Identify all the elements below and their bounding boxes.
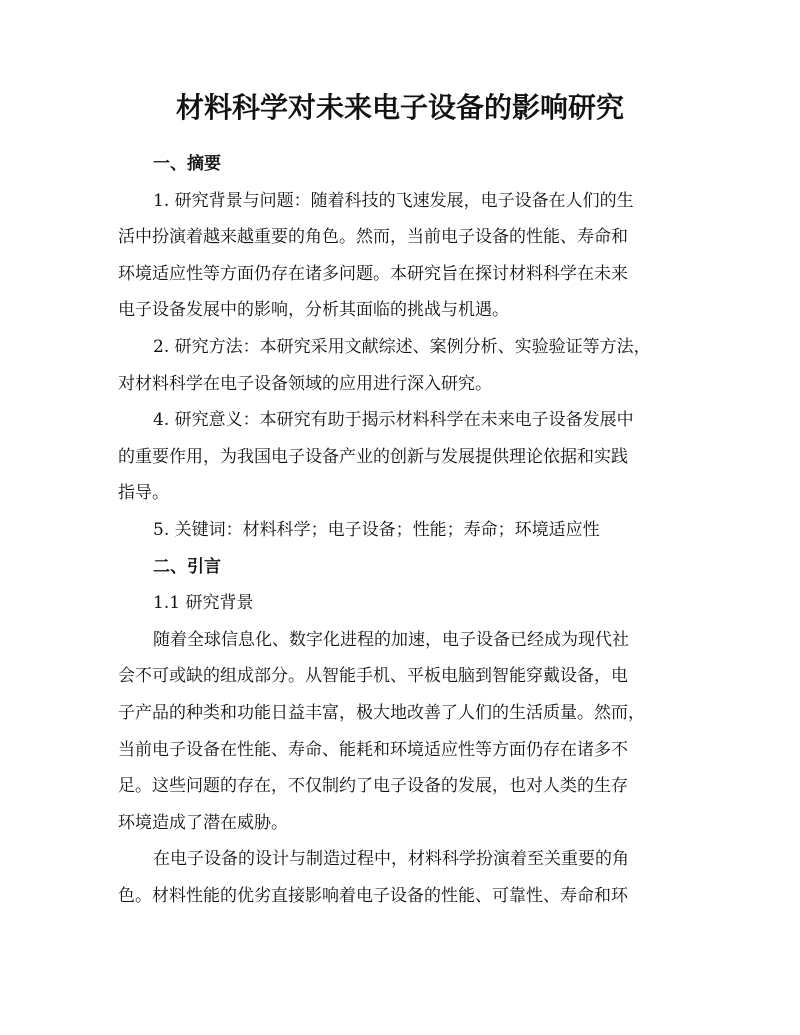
para1-line-5: 足。这些问题的存在，不仅制约了电子设备的发展，也对人类的生存 — [118, 776, 628, 797]
subsection-heading: 1.1 研究背景 — [153, 593, 254, 614]
abstract-heading: 一、摘要 — [153, 154, 221, 174]
item1-line-3: 环境适应性等方面仍存在诸多问题。本研究旨在探讨材料科学在未来 — [118, 263, 628, 284]
item2-line-2: 对材料科学在电子设备领域的应用进行深入研究。 — [118, 373, 492, 394]
item1-line-2: 活中扮演着越来越重要的角色。然而，当前电子设备的性能、寿命和 — [118, 227, 628, 248]
para2-line-2: 色。材料性能的优劣直接影响着电子设备的性能、可靠性、寿命和环 — [118, 885, 628, 906]
item4-line-1: 4. 研究意义：本研究有助于揭示材料科学在未来电子设备发展中 — [153, 410, 634, 431]
para1-line-6: 环境造成了潜在威胁。 — [118, 812, 288, 833]
para1-line-3: 子产品的种类和功能日益丰富，极大地改善了人们的生活质量。然而， — [118, 702, 645, 723]
item5-keywords: 5. 关键词：材料科学；电子设备；性能；寿命；环境适应性 — [153, 519, 600, 540]
para1-line-4: 当前电子设备在性能、寿命、能耗和环境适应性等方面仍存在诸多不 — [118, 739, 628, 760]
intro-heading: 二、引言 — [153, 556, 221, 577]
item4-line-2: 的重要作用，为我国电子设备产业的创新与发展提供理论依据和实践 — [118, 446, 628, 467]
document-body — [118, 146, 698, 914]
item1-line-4: 电子设备发展中的影响，分析其面临的挑战与机遇。 — [118, 300, 509, 321]
item1-line-1: 1. 研究背景与问题：随着科技的飞速发展，电子设备在人们的生 — [153, 190, 634, 211]
document-title: 材料科学对未来电子设备的影响研究 — [175, 91, 624, 124]
item4-line-3: 指导。 — [118, 483, 169, 504]
item2-line-1: 2. 研究方法：本研究采用文献综述、案例分析、实验验证等方法， — [153, 336, 651, 357]
para1-line-1: 随着全球信息化、数字化进程的加速，电子设备已经成为现代社 — [153, 629, 629, 650]
para1-line-2: 会不可或缺的组成部分。从智能手机、平板电脑到智能穿戴设备，电 — [118, 666, 628, 687]
para2-line-1: 在电子设备的设计与制造过程中，材料科学扮演着至关重要的角 — [153, 849, 629, 870]
